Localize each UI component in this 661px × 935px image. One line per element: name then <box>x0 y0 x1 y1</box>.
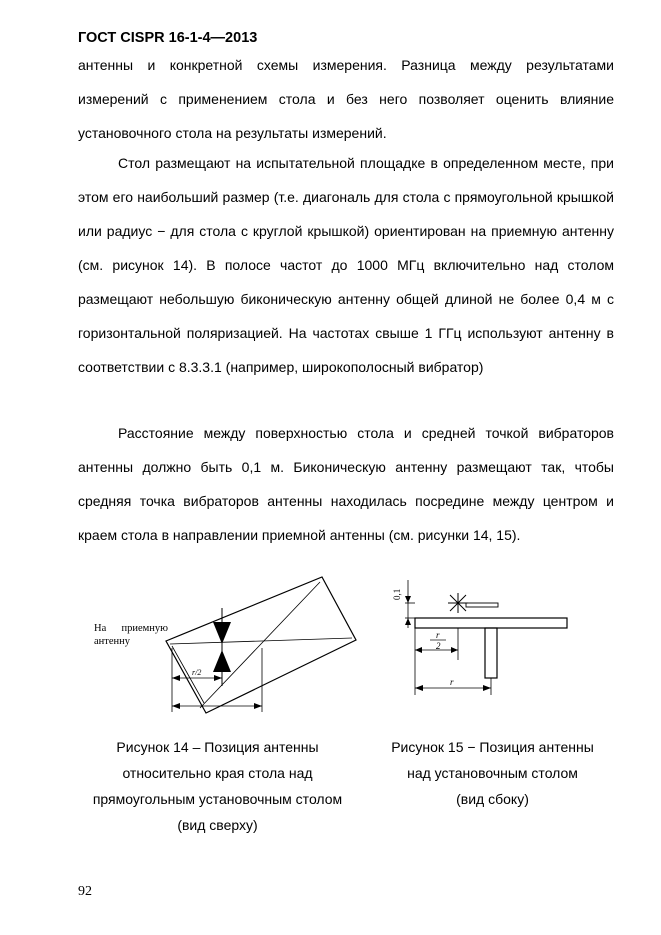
page-number: 92 <box>78 884 92 899</box>
paragraph-2: Стол размещают на испытательной площадке в определенном месте, при этом его наибольший размер (т.е. диагональ для стола с прямоугольной крышкой или радиус − для стола с круглой крышкой) ориентирован на приемную антенну (см. рисунок 14). В полосе частот до 1000 МГц включительно над столом размещают небольшую биконическую антенну общей длиной не более 0,4 м с горизонтальной поляризацией. На частотах свыше 1 ГГц используют антенну в соответствии с 8.3.3.1 (например, широкополосный вибратор) <box>78 155 614 375</box>
fig15-two-label: 2 <box>436 641 441 651</box>
caption-line: Рисунок 14 – Позиция антенны <box>116 739 319 755</box>
label-line-2: антенну <box>94 636 131 647</box>
caption-line: (вид сбоку) <box>456 791 529 807</box>
label-line-1: На приемную <box>94 623 168 634</box>
receiving-antenna-label <box>94 622 168 648</box>
caption-line: над установочным столом <box>407 765 578 781</box>
table-outline <box>166 577 356 713</box>
caption-line: Рисунок 15 − Позиция антенны <box>391 739 594 755</box>
table-leg <box>485 628 497 678</box>
paragraph-3: Расстояние между поверхностью стола и средней точкой вибраторов антенны должно быть 0,1 м. Биконическую антенну размещают так, чтобы средняя точка вибраторов антенны находилась посредине между центром и краем стола в направлении приемной антенны (см. рисунки 14, 15). <box>78 425 614 543</box>
fig15-r-label: r <box>436 630 440 640</box>
fig14-dim-label: r/2 <box>192 668 202 677</box>
caption-line: относительно края стола над <box>122 765 313 781</box>
fig15-height-label: 0,1 <box>392 588 402 600</box>
caption-line: (вид сверху) <box>177 817 258 833</box>
paragraph-1: антенны и конкретной схемы измерения. Разница между результатами измерений с применением стола и без него позволяет оценить влияние установочного стола на результаты измерений. <box>78 57 614 141</box>
fig15-r-bottom-label: r <box>450 677 454 687</box>
table-top <box>415 618 567 628</box>
figure-15-caption <box>375 734 610 812</box>
figure-15-drawing <box>385 570 575 705</box>
antenna-side-icon <box>448 593 468 613</box>
caption-line: прямоугольным установочным столом <box>92 791 343 807</box>
document-header: ГОСТ CISPR 16-1-4—2013 <box>78 30 258 46</box>
figure-14-caption <box>70 734 365 838</box>
